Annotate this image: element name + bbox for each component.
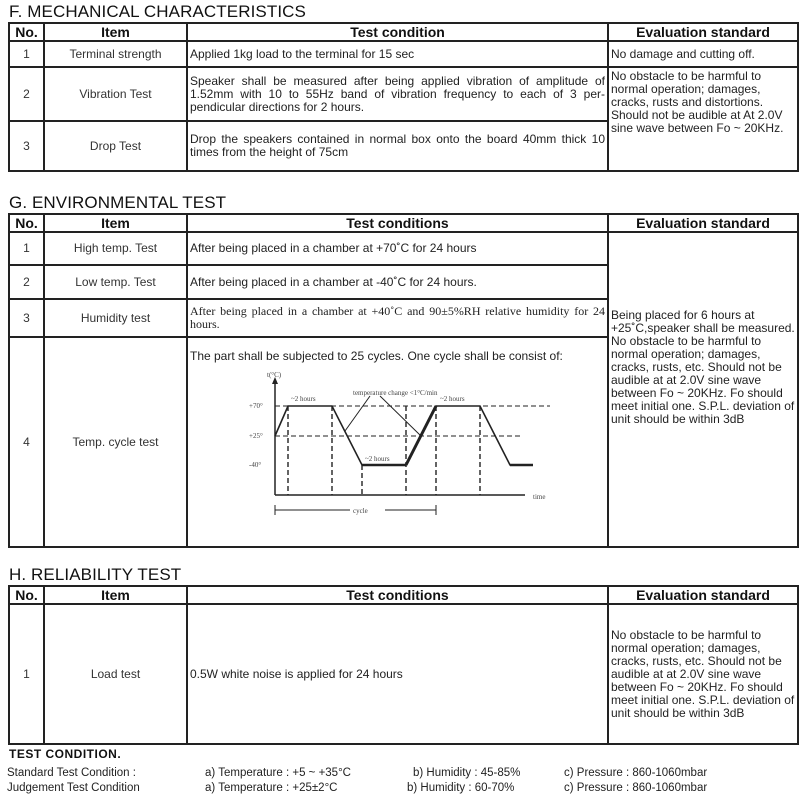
row-item: Temp. cycle test	[44, 337, 187, 547]
environmental-table	[8, 213, 799, 548]
header-evaluation: Evaluation standard	[608, 23, 798, 41]
row-no: 1	[9, 604, 44, 744]
row-condition-cell	[187, 337, 608, 547]
row-no: 1	[9, 41, 44, 67]
row-no: 2	[9, 67, 44, 121]
header-item: Item	[44, 214, 187, 232]
table-row	[9, 604, 798, 744]
section-h-title: H. RELIABILITY TEST	[9, 565, 182, 584]
section-f-title: F. MECHANICAL CHARACTERISTICS	[9, 2, 306, 21]
header-evaluation: Evaluation standard	[608, 586, 798, 604]
table-header-row	[9, 214, 798, 232]
header-no: No.	[9, 586, 44, 604]
row-item: Drop Test	[44, 121, 187, 171]
row-no: 2	[9, 265, 44, 299]
header-evaluation: Evaluation standard	[608, 214, 798, 232]
header-condition: Test conditions	[187, 586, 608, 604]
table-row	[9, 232, 798, 265]
mechanical-table	[8, 22, 799, 172]
header-no: No.	[9, 23, 44, 41]
row-evaluation: No damage and cutting off.	[608, 41, 798, 67]
table-header-row	[9, 23, 798, 41]
judgement-temperature: a) Temperature : +25±2°C	[205, 782, 338, 794]
row-no: 4	[9, 337, 44, 547]
row-condition: Drop the speakers contained in normal box onto the board 40mm thick 10 times from the height of 75cm	[187, 121, 608, 171]
header-condition: Test condition	[187, 23, 608, 41]
standard-pressure: c) Pressure : 860-1060mbar	[564, 767, 708, 779]
header-item: Item	[44, 586, 187, 604]
chart-ytick-minus40: -40°	[249, 461, 262, 469]
row-condition: Speaker shall be measured after being applied vibration of amplitude of 1.52mm with 10 to 55Hz band of vibration frequency to each of 3 per-pendicular directions for 2 hours.	[187, 67, 608, 121]
header-no: No.	[9, 214, 44, 232]
row-item: High temp. Test	[44, 232, 187, 265]
row-no: 1	[9, 232, 44, 265]
standard-label: Standard Test Condition :	[7, 767, 136, 779]
row-evaluation: No obstacle to be harmful to normal operation; damages, cracks, rusts, etc. Should not be audible at at 2.0V sine wave between Fo ~ 20KHz. Fo should meet initial one. S.P.L. deviation of unit should be within 3dB	[608, 604, 798, 744]
row-condition: After being placed in a chamber at +40˚C and 90±5%RH relative humidity for 24 hours.	[187, 299, 608, 337]
row-condition: 0.5W white noise is applied for 24 hours	[187, 604, 608, 744]
header-item: Item	[44, 23, 187, 41]
table-header-row	[9, 586, 798, 604]
standard-temperature: a) Temperature : +5 ~ +35°C	[205, 767, 351, 779]
svg-text:temperature change <1°C/min: temperature change <1°C/min	[353, 389, 438, 397]
judgement-pressure: c) Pressure : 860-1060mbar	[564, 782, 708, 794]
chart-ylabel: t(°C)	[267, 371, 282, 379]
reliability-table	[8, 585, 799, 745]
svg-text:~2 hours: ~2 hours	[440, 395, 465, 403]
row-condition: After being placed in a chamber at +70˚C for 24 hours	[187, 232, 608, 265]
standard-humidity: b) Humidity : 45-85%	[413, 767, 521, 779]
temp-cycle-chart	[245, 369, 555, 519]
svg-text:cycle: cycle	[353, 507, 368, 515]
row-item: Humidity test	[44, 299, 187, 337]
svg-text:~2 hours: ~2 hours	[365, 455, 390, 463]
svg-text:~2 hours: ~2 hours	[291, 395, 316, 403]
row-condition: After being placed in a chamber at -40˚C for 24 hours.	[187, 265, 608, 299]
row-item: Load test	[44, 604, 187, 744]
row-item: Low temp. Test	[44, 265, 187, 299]
row-condition: Applied 1kg load to the terminal for 15 sec	[187, 41, 608, 67]
table-row	[9, 41, 798, 67]
chart-xlabel: time	[533, 493, 546, 501]
row-evaluation-shared: No obstacle to be harmful to normal operation; damages, cracks, rusts and distortions. Should not be audible at At 2.0V sine wave between Fo ~ 20KHz.	[608, 67, 798, 171]
judgement-label: Judgement Test Condition	[7, 782, 140, 794]
chart-ytick-70: +70°	[249, 402, 263, 410]
row-no: 3	[9, 121, 44, 171]
row-item: Terminal strength	[44, 41, 187, 67]
row-condition: The part shall be subjected to 25 cycles. One cycle shall be consist of:	[190, 349, 563, 363]
judgement-humidity: b) Humidity : 60-70%	[407, 782, 515, 794]
temp-cycle-chart-svg	[245, 369, 555, 519]
row-evaluation-shared: Being placed for 6 hours at +25˚C,speaker shall be measured. No obstacle to be harmful to normal operation; damages, cracks, rusts, etc. Should not be audible at at 2.0V sine wave between Fo ~ 20KHz. Fo should meet initial one. S.P.L. deviation of unit should be within 3dB	[608, 232, 798, 547]
header-condition: Test conditions	[187, 214, 608, 232]
section-g-title: G. ENVIRONMENTAL TEST	[9, 193, 227, 212]
table-row	[9, 67, 798, 121]
chart-ytick-25: +25°	[249, 432, 263, 440]
row-no: 3	[9, 299, 44, 337]
test-condition-title: TEST CONDITION.	[9, 747, 122, 761]
row-item: Vibration Test	[44, 67, 187, 121]
